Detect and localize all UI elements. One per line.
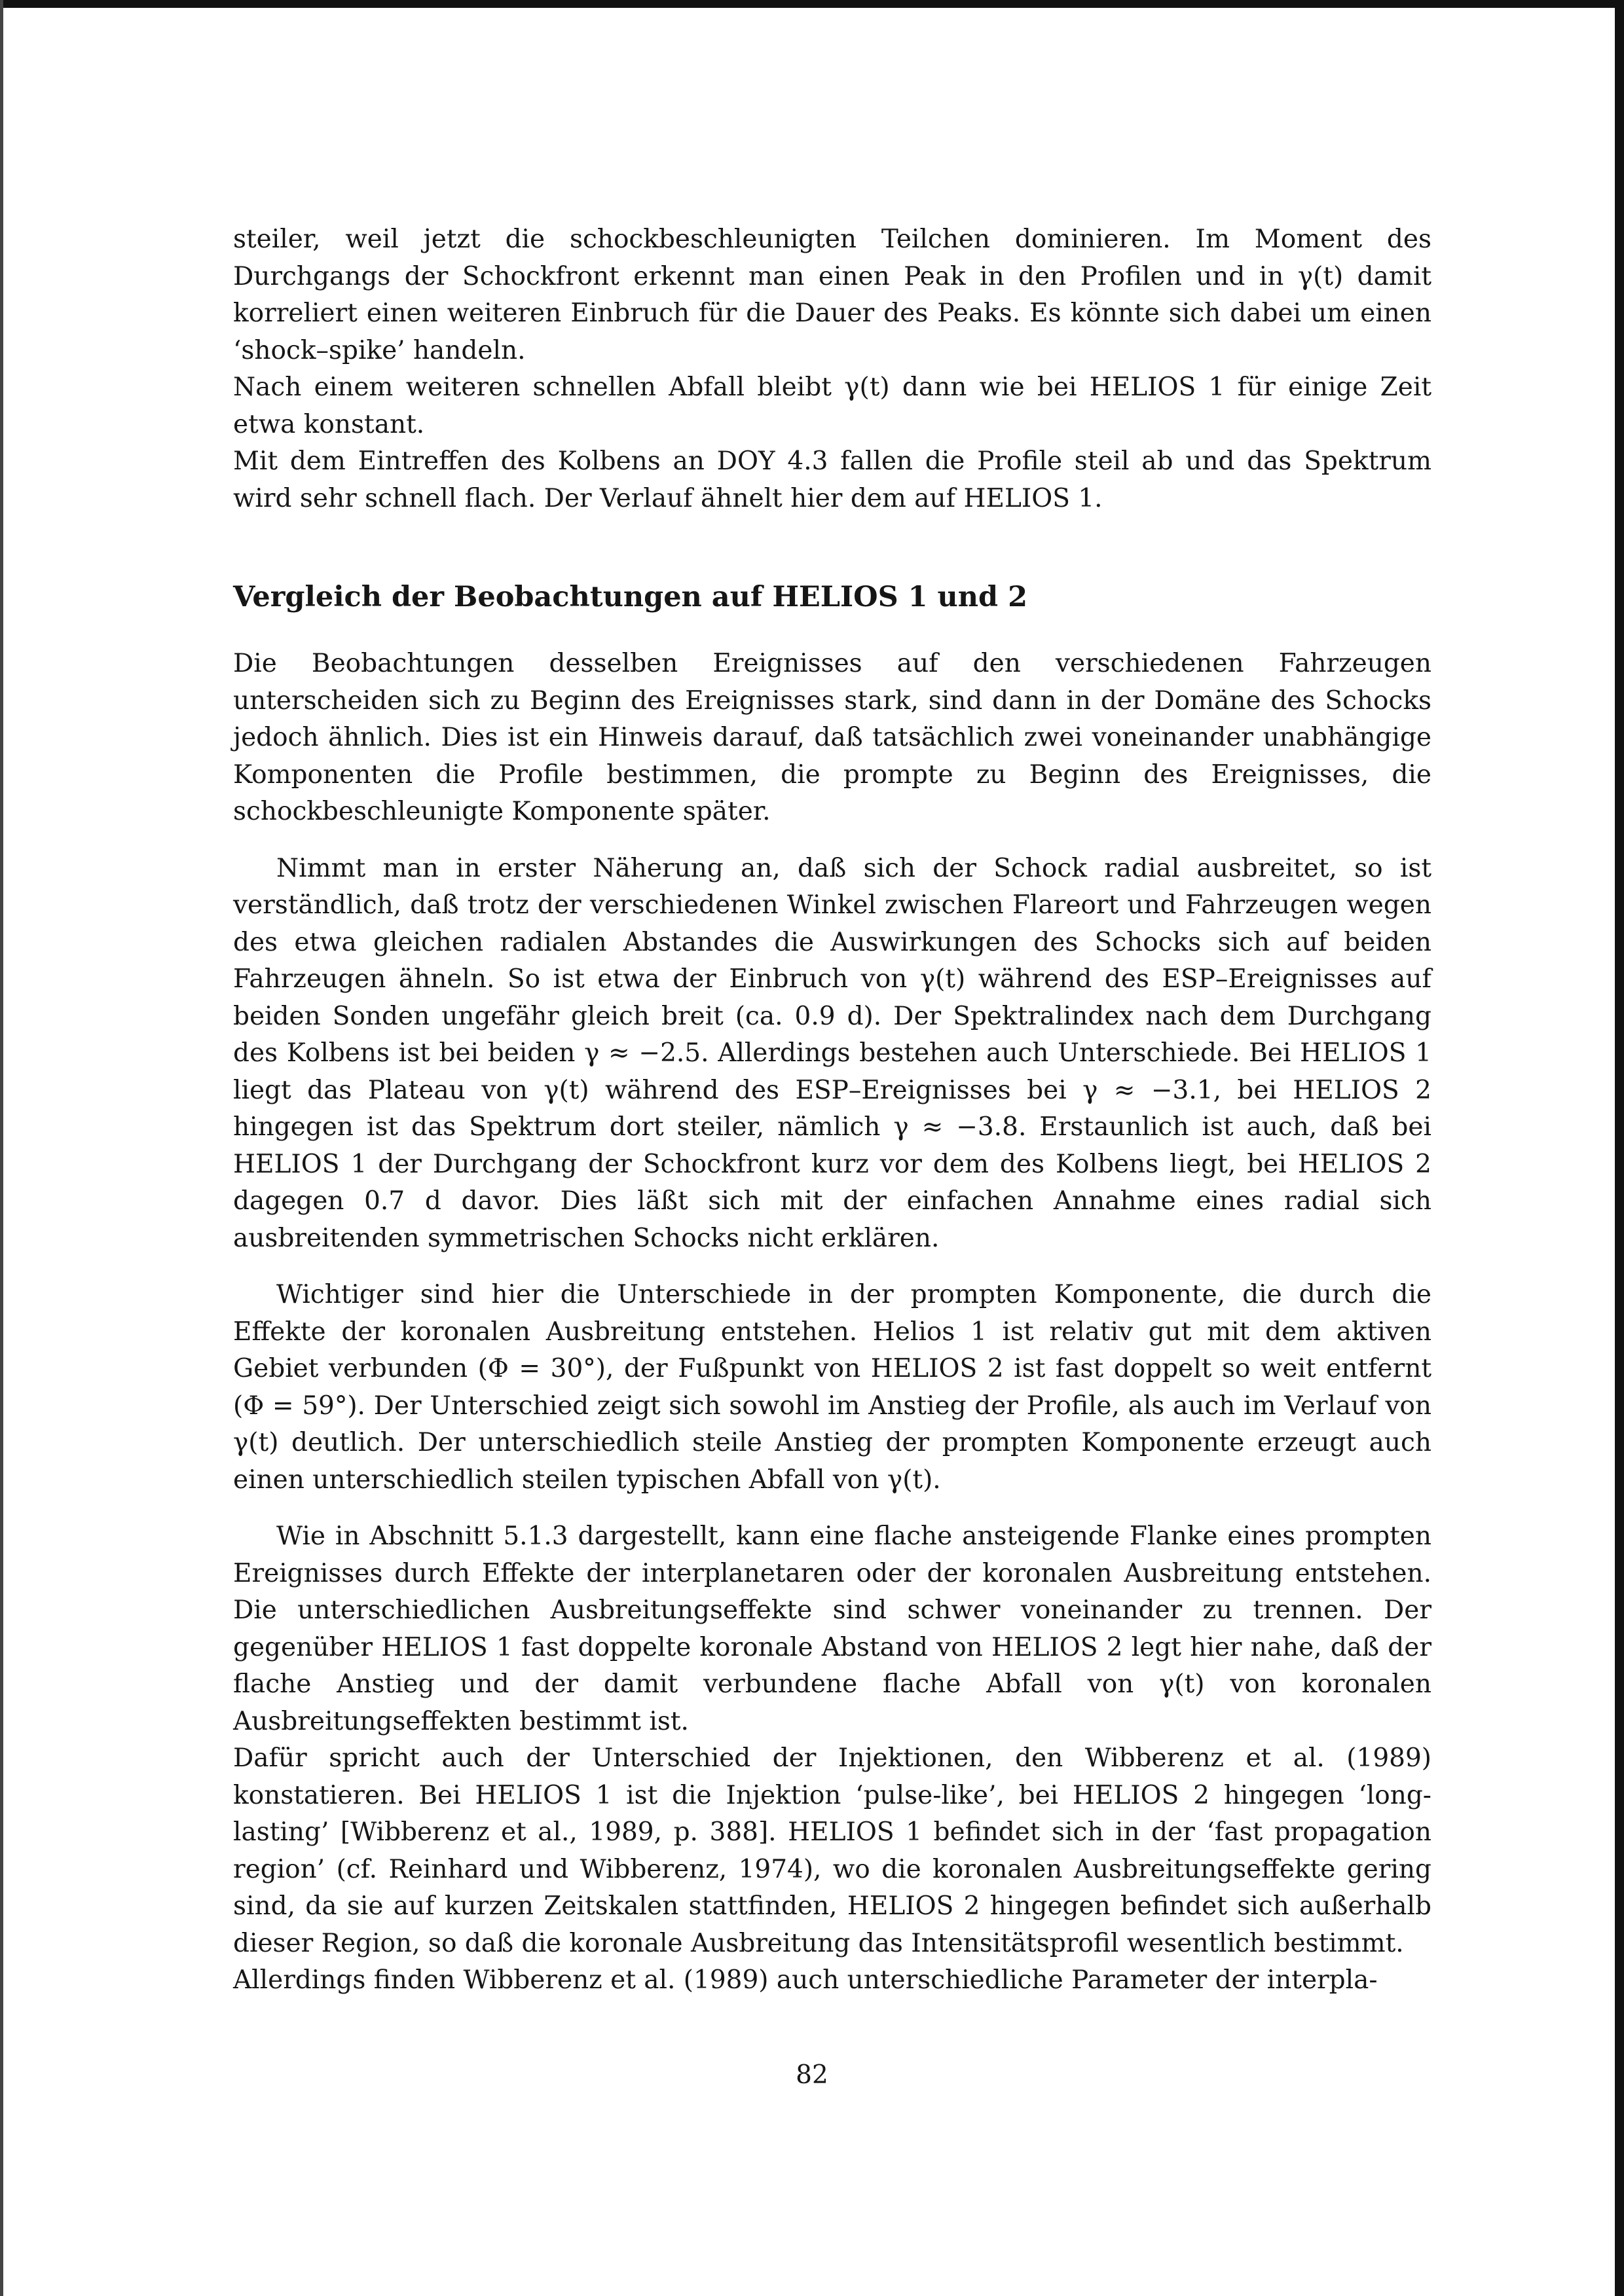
paragraph: Nimmt man in erster Näherung an, daß sich der Schock radial ausbreitet, so ist verständlich, daß trotz der verschiedenen Winkel zwischen Flareort und Fahrzeugen wegen des etwa gleichen radialen Abstandes die Auswirkungen des Schocks sich auf beiden Fahrzeugen ähneln. So ist etwa der Einbruch von γ(t) während des ESP–Ereignisses auf beiden Sonden ungefähr gleich breit (ca. 0.9 d). Der Spektralindex nach dem Durchgang des Kolbens ist bei beiden γ ≈ −2.5. Allerdings bestehen auch Unterschiede. Bei HELIOS 1 liegt das Plateau von γ(t) während des ESP–Ereignisses bei γ ≈ −3.1, bei HELIOS 2 hingegen ist das Spektrum dort steiler, nämlich γ ≈ −3.8. Erstaunlich ist auch, daß bei HELIOS 1 der Durchgang der Schockfront kurz vor dem des Kolbens liegt, bei HELIOS 2 dagegen 0.7 d davor. Dies läßt sich mit der einfachen Annahme eines radial sich ausbreitenden symmetrischen Schocks nicht erklären.	[233, 853, 1431, 1253]
section-heading: Vergleich der Beobachtungen auf HELIOS 1 und 2	[233, 581, 1027, 613]
scan-border-right	[1615, 0, 1624, 2296]
paragraph: Dafür spricht auch der Unterschied der Injektionen, den Wibberenz et al. (1989) konstatieren. Bei HELIOS 1 ist die Injektion ‘pulse-like’, bei HELIOS 2 hingegen ‘long-lasting’ [Wibberenz et al., 1989, p. 388]. HELIOS 1 befindet sich in der ‘fast propagation region’ (cf. Reinhard und Wibberenz, 1974), wo die koronalen Ausbreitungseffekte gering sind, da sie auf kurzen Zeitskalen stattfinden, HELIOS 2 hingegen befindet sich außerhalb dieser Region, so daß die koronale Ausbreitung das Intensitätsprofil wesentlich bestimmt.	[233, 1743, 1431, 1958]
paragraph: Allerdings finden Wibberenz et al. (1989) auch unterschiedliche Parameter der interpla-	[233, 1965, 1378, 1995]
page-body	[233, 221, 1431, 1999]
paragraph: Wichtiger sind hier die Unterschiede in der prompten Komponente, die durch die Effekte der koronalen Ausbreitung entstehen. Helios 1 ist relativ gut mit dem aktiven Gebiet verbunden (Φ = 30°), der Fußpunkt von HELIOS 2 ist fast doppelt so weit entfernt (Φ = 59°). Der Unterschied zeigt sich sowohl im Anstieg der Profile, als auch im Verlauf von γ(t) deutlich. Der unterschiedlich steile Anstieg der prompten Komponente erzeugt auch einen unterschiedlich steilen typischen Abfall von γ(t).	[233, 1280, 1431, 1495]
paragraph: Nach einem weiteren schnellen Abfall bleibt γ(t) dann wie bei HELIOS 1 für einige Zeit etwa konstant.	[233, 373, 1431, 439]
paragraph: Mit dem Eintreffen des Kolbens an DOY 4.3 fallen die Profile steil ab und das Spektrum wird sehr schnell flach. Der Verlauf ähnelt hier dem auf HELIOS 1.	[233, 446, 1431, 513]
paragraph: Die Beobachtungen desselben Ereignisses auf den verschiedenen Fahrzeugen unterscheiden sich zu Beginn des Ereignisses stark, sind dann in der Domäne des Schocks jedoch ähnlich. Dies ist ein Hinweis darauf, daß tatsächlich zwei voneinander unabhängige Komponenten die Profile bestimmen, die prompte zu Beginn des Ereignisses, die schockbeschleunigte Komponente später.	[233, 649, 1431, 826]
spacer	[233, 1257, 1431, 1277]
spacer	[233, 1499, 1431, 1518]
spacer	[233, 831, 1431, 850]
paragraph: Wie in Abschnitt 5.1.3 dargestellt, kann eine flache ansteigende Flanke eines prompten Ereignisses durch Effekte der interplanetaren oder der koronalen Ausbreitung entstehen. Die unterschiedlichen Ausbreitungseffekte sind schwer voneinander zu trennen. Der gegenüber HELIOS 1 fast doppelte koronale Abstand von HELIOS 2 legt hier nahe, daß der flache Anstieg und der damit verbundene flache Abfall von γ(t) von koronalen Ausbreitungseffekten bestimmt ist.	[233, 1522, 1431, 1736]
spacer	[233, 517, 1431, 577]
scan-border-top	[0, 0, 1624, 8]
page-number: 82	[796, 2060, 828, 2090]
paragraph: steiler, weil jetzt die schockbeschleunigten Teilchen dominieren. Im Moment des Durchgangs der Schockfront erkennt man einen Peak in den Profilen und in γ(t) damit korreliert einen weiteren Einbruch für die Dauer des Peaks. Es könnte sich dabei um einen ‘shock–spike’ handeln.	[233, 225, 1431, 365]
scan-border-left	[0, 0, 3, 2296]
spacer	[233, 617, 1431, 646]
